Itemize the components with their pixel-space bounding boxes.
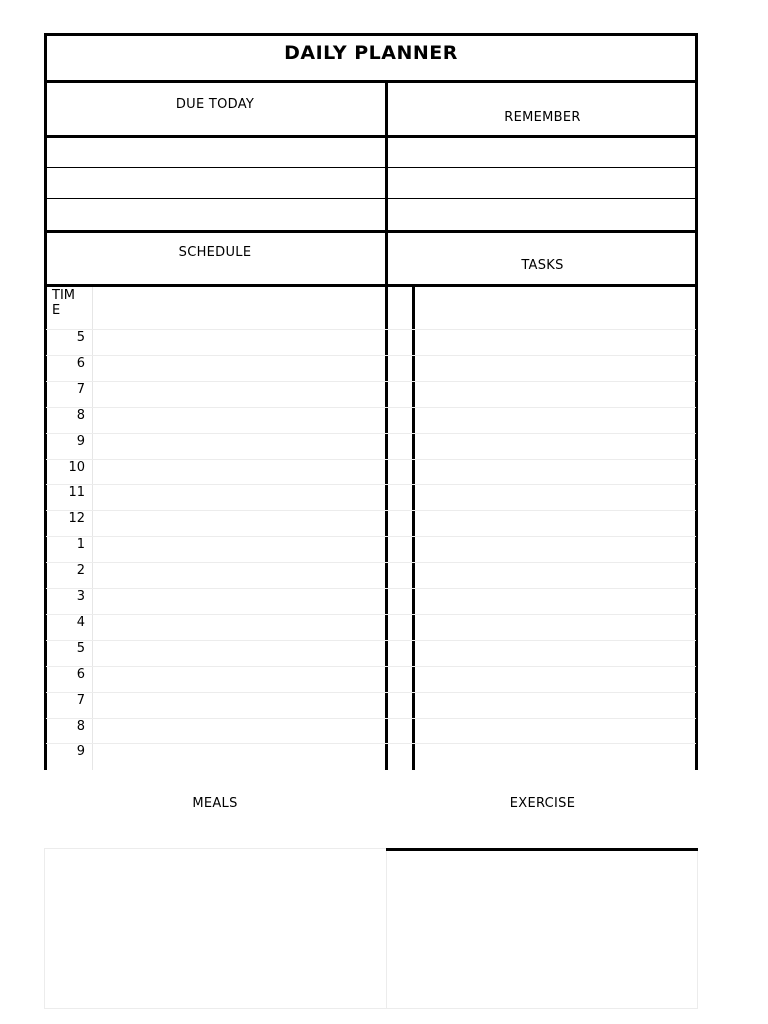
schedule-entry-field[interactable]	[94, 667, 384, 691]
hour-label: 5	[76, 640, 85, 656]
task-checkbox[interactable]	[389, 434, 411, 458]
schedule-body-right	[695, 286, 698, 770]
task-checkbox[interactable]	[389, 719, 411, 743]
task-entry-field[interactable]	[416, 382, 694, 406]
task-checkbox[interactable]	[389, 460, 411, 484]
schedule-entry-field[interactable]	[94, 408, 384, 432]
schedule-body-divider	[385, 286, 388, 770]
remember-field-2[interactable]	[389, 169, 695, 197]
meals-exercise-divider	[386, 851, 387, 1008]
task-entry-field[interactable]	[416, 667, 694, 691]
schedule-entry-field[interactable]	[94, 356, 384, 380]
hour-label: 11	[68, 485, 85, 501]
hour-label: 5	[76, 330, 85, 345]
schedule-entry-field[interactable]	[94, 693, 384, 717]
bottom-edge	[44, 1008, 698, 1009]
hour-label: 8	[76, 718, 85, 734]
task-checkbox[interactable]	[389, 693, 411, 717]
task-checkbox[interactable]	[389, 615, 411, 639]
schedule-entry-field[interactable]	[94, 719, 384, 743]
task-entry-field[interactable]	[416, 563, 694, 587]
tasks-checkbox-divider	[412, 286, 415, 770]
task-checkbox[interactable]	[389, 537, 411, 561]
hour-label: 2	[76, 563, 85, 579]
schedule-entry-field[interactable]	[94, 382, 384, 406]
task-checkbox[interactable]	[389, 485, 411, 509]
schedule-entry-field[interactable]	[94, 589, 384, 613]
task-checkbox[interactable]	[389, 641, 411, 665]
schedule-entry-field[interactable]	[94, 641, 384, 665]
hour-label: 1	[76, 537, 85, 553]
hour-label: 7	[76, 381, 85, 397]
due-today-field-1[interactable]	[47, 139, 384, 166]
task-entry-field[interactable]	[416, 719, 694, 743]
row-line-1	[44, 167, 698, 168]
hour-label: 3	[76, 589, 85, 604]
page-title: DAILY PLANNER	[284, 42, 458, 64]
task-entry-field[interactable]	[416, 511, 694, 535]
task-entry-field[interactable]	[416, 408, 694, 432]
hour-label: 10	[68, 459, 85, 475]
schedule-entry-field[interactable]	[94, 330, 384, 354]
task-checkbox[interactable]	[389, 563, 411, 587]
schedule-header-bottom	[44, 284, 698, 287]
hour-label: 9	[76, 433, 85, 449]
hour-label: 9	[76, 744, 85, 760]
schedule-entry-field[interactable]	[94, 434, 384, 458]
tasks-label: TASKS	[521, 258, 564, 273]
task-entry-field[interactable]	[416, 485, 694, 509]
exercise-field[interactable]	[388, 852, 696, 1006]
task-entry-field[interactable]	[416, 744, 694, 768]
hour-label: 12	[68, 511, 85, 527]
hour-label: 6	[76, 355, 85, 371]
task-entry-field[interactable]	[416, 615, 694, 639]
exercise-underline	[386, 848, 698, 851]
task-entry-field[interactable]	[416, 434, 694, 458]
schedule-entry-field[interactable]	[94, 615, 384, 639]
task-checkbox[interactable]	[389, 330, 411, 354]
task-checkbox[interactable]	[389, 356, 411, 380]
task-entry-field[interactable]	[416, 330, 694, 354]
row-line-2	[44, 198, 698, 199]
meals-underline	[44, 848, 386, 849]
task-checkbox[interactable]	[389, 382, 411, 406]
schedule-entry-field[interactable]	[94, 537, 384, 561]
hour-label: 8	[76, 407, 85, 423]
meals-label: MEALS	[192, 796, 238, 811]
hour-label: 4	[76, 614, 85, 630]
schedule-entry-field[interactable]	[94, 511, 384, 535]
task-checkbox[interactable]	[389, 511, 411, 535]
task-entry-field[interactable]	[416, 356, 694, 380]
schedule-entry-field[interactable]	[94, 563, 384, 587]
task-entry-field[interactable]	[416, 693, 694, 717]
schedule-top-line	[44, 230, 698, 233]
hour-label: 7	[76, 692, 85, 708]
hour-label: 6	[76, 666, 85, 682]
task-entry-field[interactable]	[416, 460, 694, 484]
exercise-right-edge	[697, 851, 698, 1008]
remember-field-3[interactable]	[389, 200, 695, 230]
time-header: TIM E	[52, 288, 75, 318]
task-checkbox[interactable]	[389, 744, 411, 768]
task-entry-field[interactable]	[416, 537, 694, 561]
due-today-field-2[interactable]	[47, 169, 384, 197]
meals-left-edge	[44, 848, 45, 1008]
meals-field[interactable]	[46, 850, 384, 1006]
task-checkbox[interactable]	[389, 589, 411, 613]
due-today-label: DUE TODAY	[175, 97, 255, 112]
task-entry-field[interactable]	[416, 589, 694, 613]
task-checkbox[interactable]	[389, 408, 411, 432]
remember-field-1[interactable]	[389, 139, 695, 166]
due-remember-header-line	[44, 135, 698, 138]
task-entry-field[interactable]	[416, 641, 694, 665]
schedule-entry-field[interactable]	[94, 744, 384, 768]
task-checkbox[interactable]	[389, 667, 411, 691]
time-column-divider	[92, 287, 93, 770]
schedule-entry-field[interactable]	[94, 460, 384, 484]
schedule-label: SCHEDULE	[178, 245, 252, 260]
remember-label: REMEMBER	[504, 110, 581, 125]
schedule-entry-field[interactable]	[94, 485, 384, 509]
due-today-field-3[interactable]	[47, 200, 384, 230]
exercise-label: EXERCISE	[509, 796, 576, 811]
